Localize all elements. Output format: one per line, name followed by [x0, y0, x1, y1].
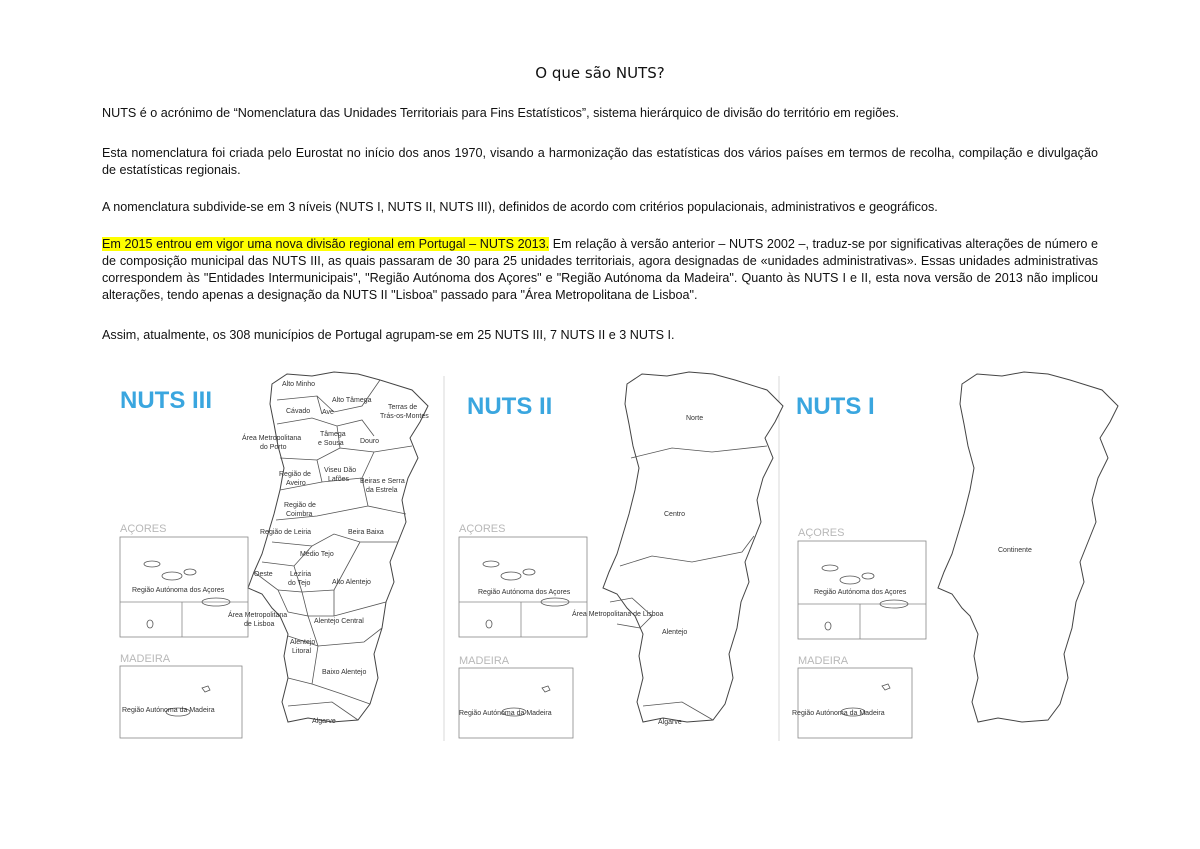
map-label-regions-beiras-2: da Estrela [366, 487, 398, 494]
map-label-regions-leziria-1: Lezíria [290, 571, 312, 578]
map-label-nuts2-acores: AÇORES [459, 523, 506, 535]
map-label-nuts2-madeira: MADEIRA [459, 655, 510, 667]
map-label-nuts3-acores: AÇORES [120, 523, 167, 535]
map-label-regions-terras-1: Terras de [388, 404, 418, 411]
map-label-regions-amp-1: Área Metropolitana [242, 435, 302, 442]
map-label-nuts2-madeira-label: Região Autónoma da Madeira [459, 710, 552, 717]
map-label-regions-algarve: Algarve [658, 719, 682, 726]
map-label-regions-amp-2: do Porto [260, 444, 287, 451]
map-label-nuts1-madeira-label: Região Autónoma da Madeira [792, 710, 885, 717]
map-label-regions-beira-baixa: Beira Baixa [348, 529, 384, 536]
map-label-regions-alto-minho: Alto Minho [282, 381, 316, 388]
nuts1-acores-inset [798, 527, 926, 639]
highlighted-text: Em 2015 entrou em vigor uma nova divisão regional em Portugal – NUTS 2013. [102, 237, 550, 251]
map-label-regions-leziria-2: do Tejo [288, 580, 311, 587]
nuts2-heading: NUTS II [467, 393, 553, 420]
map-label-regions-oeste: Oeste [254, 571, 273, 578]
nuts3-heading: NUTS III [120, 387, 213, 414]
map-label-nuts3-madeira: MADEIRA [120, 653, 171, 665]
map-label-regions-algarve: Algarve [312, 718, 336, 725]
map-label-regions-alentejo: Alentejo [662, 629, 688, 636]
map-label-regions-aveiro-1: Região de [279, 471, 311, 478]
map-label-regions-centro: Centro [664, 511, 686, 518]
nuts1-heading: NUTS I [796, 393, 875, 420]
map-label-nuts2-acores-label: Região Autónoma dos Açores [478, 589, 571, 596]
map-label-regions-alentejo-central: Alentejo Central [314, 618, 364, 625]
paragraph-origin: Esta nomenclatura foi criada pelo Eurostat no início dos anos 1970, visando a harmonização das estatísticas dos vários países em termos de recolha, compilação e divulgação de estatísticas regionais. [102, 146, 1098, 177]
nuts1-map [792, 372, 1118, 738]
map-label-regions-alto-tamega: Alto Tâmega [332, 397, 372, 404]
paragraph-levels: A nomenclatura subdivide-se em 3 níveis (NUTS I, NUTS II, NUTS III), definidos de acordo com critérios populacionais, administrativos e geográficos. [102, 200, 938, 214]
paragraph-nuts-2013 [102, 236, 1098, 304]
nuts3-madeira-inset [120, 653, 242, 738]
nuts2-map [459, 372, 783, 738]
map-label-regions-tamega-2: e Sousa [318, 440, 344, 447]
nuts2-madeira-inset [459, 655, 573, 738]
map-label-nuts1-acores-label: Região Autónoma dos Açores [814, 589, 907, 596]
map-label-regions-norte: Norte [686, 415, 704, 422]
nuts2-mainland-outline [603, 372, 783, 722]
map-label-regions-ave: Ave [322, 409, 334, 416]
map-label-regions-aml-2: de Lisboa [244, 621, 275, 628]
map-label-regions-alentejo-litoral-1: Alentejo [290, 639, 316, 646]
map-label-nuts1-acores: AÇORES [798, 527, 845, 539]
map-label-regions-baixo-alentejo: Baixo Alentejo [322, 669, 367, 676]
paragraph-definition: NUTS é o acrónimo de “Nomenclatura das Unidades Territoriais para Fins Estatísticos”, sistema hierárquico de divisão do território em regiões. [102, 106, 900, 120]
map-label-regions-alentejo-litoral-2: Litoral [292, 648, 312, 655]
nuts1-madeira-inset [792, 655, 912, 738]
nuts1-labels [998, 547, 1032, 554]
paragraph-summary: Assim, atualmente, os 308 municípios de Portugal agrupam-se em 25 NUTS III, 7 NUTS II e 3 NUTS I. [102, 328, 675, 342]
page-title: O que são NUTS? [535, 64, 665, 82]
map-label-regions-cavado: Cávado [286, 408, 311, 415]
map-label-regions-aml-1: Área Metropolitana [228, 612, 288, 619]
map-label-nuts3-acores-label: Região Autónoma dos Açores [132, 587, 225, 594]
paragraph-nuts-2013-body: Em relação à versão anterior – NUTS 2002 –, traduz-se por significativas alterações de número e de composição municipal das NUTS III, as quais passaram de 30 para 25 unidades territoriais, agora designadas de «unidades administrativas». Essas unidades administrativas correspondem às "Entidades Intermunicipais", "Região Autónoma dos Açores" e "Região Autónoma da Madeira". Quanto às NUTS I e II, esta nova versão de 2013 não implicou alterações, tendo apenas a designação da NUTS II "Lisboa" passado para "Área Metropolitana de Lisboa". [102, 237, 1098, 302]
map-label-regions-douro: Douro [360, 438, 380, 445]
nuts3-map [120, 372, 429, 738]
nuts3-acores-inset [120, 523, 248, 637]
map-label-regions-tamega-1: Tâmega [320, 431, 346, 438]
nuts-maps-figure [112, 366, 1122, 746]
map-label-regions-continente: Continente [998, 547, 1032, 554]
map-label-regions-medio-tejo: Médio Tejo [300, 551, 334, 558]
map-label-regions-coimbra-2: Coimbra [286, 511, 313, 518]
map-label-nuts1-madeira: MADEIRA [798, 655, 849, 667]
map-label-regions-aveiro-2: Aveiro [286, 480, 306, 487]
map-label-nuts3-madeira-label: Região Autónoma da Madeira [122, 707, 215, 714]
map-label-regions-coimbra-1: Região de [284, 502, 316, 509]
map-label-regions-terras-2: Trás-os-Montes [380, 413, 429, 420]
map-label-regions-viseu-1: Viseu Dão [324, 467, 357, 474]
map-label-regions-beiras-1: Beiras e Serra [360, 478, 405, 485]
map-label-regions-viseu-2: Lafões [328, 476, 350, 483]
nuts2-acores-inset [459, 523, 587, 637]
map-label-regions-leiria: Região de Leiria [260, 529, 311, 536]
map-label-regions-alto-alentejo: Alto Alentejo [332, 579, 371, 586]
map-label-regions-lisboa: Área Metropolitana de Lisboa [572, 611, 664, 618]
